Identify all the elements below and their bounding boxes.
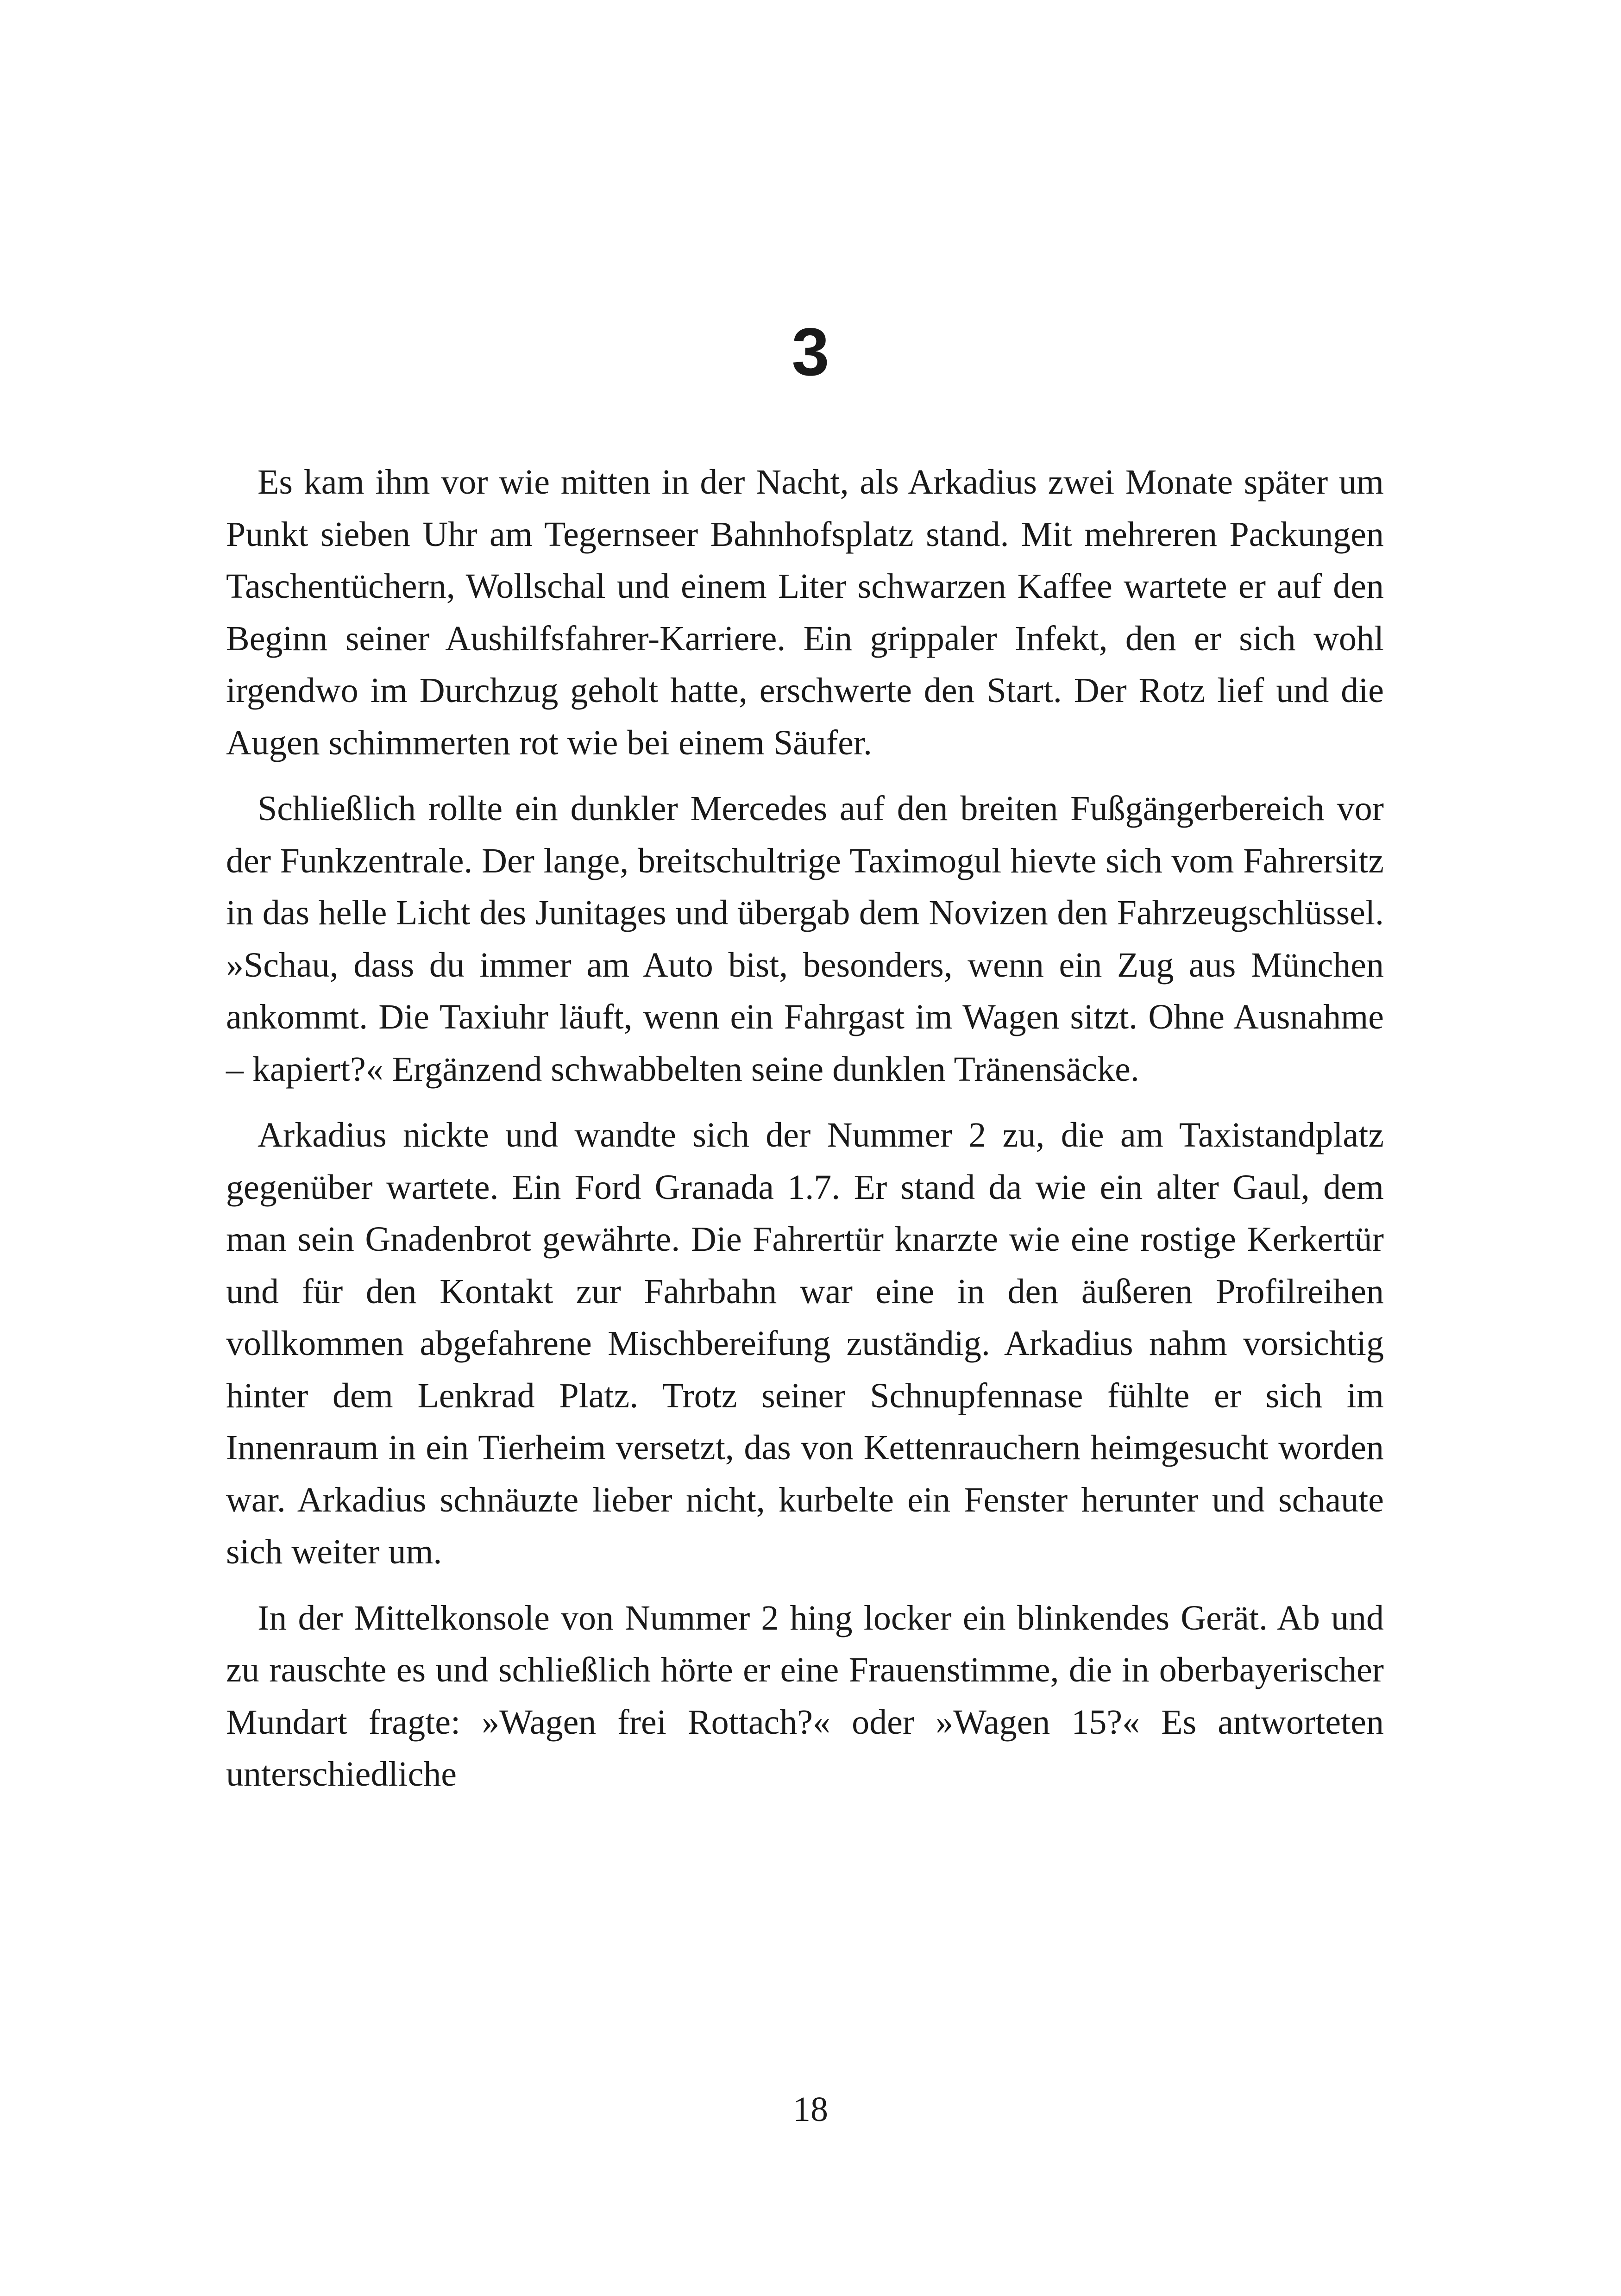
paragraph-4: In der Mittelkonsole von Nummer 2 hing locker ein blinkendes Gerät. Ab und zu rauschte es und schließlich hörte er eine Frauenstimme, die in oberbayerischer Mundart fragte: »Wagen frei Rottach?« oder »Wagen 15?« Es antworteten unterschiedliche <box>226 1598 1384 1794</box>
paragraph-3: Arkadius nickte und wandte sich der Nummer 2 zu, die am Taxistandplatz gegenüber wartete. Ein Ford Granada 1.7. Er stand da wie ein alter Gaul, dem man sein Gnadenbrot gewährte. Die Fahrertür knarzte wie eine rostige Kerkertür und für den Kontakt zur Fahrbahn war eine in den äußeren Profilreihen vollkommen abgefahrene Mischbereifung zuständig. Arkadius nahm vorsichtig hinter dem Lenkrad Platz. Trotz seiner Schnupfennase fühlte er sich im Innenraum in ein Tierheim versetzt, das von Kettenrauchern heimgesucht worden war. Arkadius schnäuzte lieber nicht, kurbelte ein Fenster herunter und schaute sich weiter um. <box>226 1116 1384 1571</box>
body-text <box>226 456 1384 1814</box>
page-number: 18 <box>793 2090 828 2129</box>
paragraph-1: Es kam ihm vor wie mitten in der Nacht, als Arkadius zwei Monate später um Punkt sieben Uhr am Tegernseer Bahnhofsplatz stand. Mit mehreren Packungen Taschentüchern, Wollschal und einem Liter schwarzen Kaffee wartete er auf den Beginn seiner Aushilfsfahrer-Karriere. Ein grippaler Infekt, den er sich wohl irgendwo im Durchzug geholt hatte, erschwerte den Start. Der Rotz lief und die Augen schimmerten rot wie bei einem Säufer. <box>226 463 1384 762</box>
chapter-number: 3 <box>792 314 829 389</box>
paragraph-2: Schließlich rollte ein dunkler Mercedes auf den breiten Fußgängerbereich vor der Funkzentrale. Der lange, breitschultrige Taximogul hievte sich vom Fahrersitz in das helle Licht des Junitages und übergab dem Novizen den Fahrzeugschlüssel. »Schau, dass du immer am Auto bist, besonders, wenn ein Zug aus München ankommt. Die Taxiuhr läuft, wenn ein Fahrgast im Wagen sitzt. Ohne Ausnahme – kapiert?« Ergänzend schwabbelten seine dunklen Tränensäcke. <box>226 789 1384 1089</box>
